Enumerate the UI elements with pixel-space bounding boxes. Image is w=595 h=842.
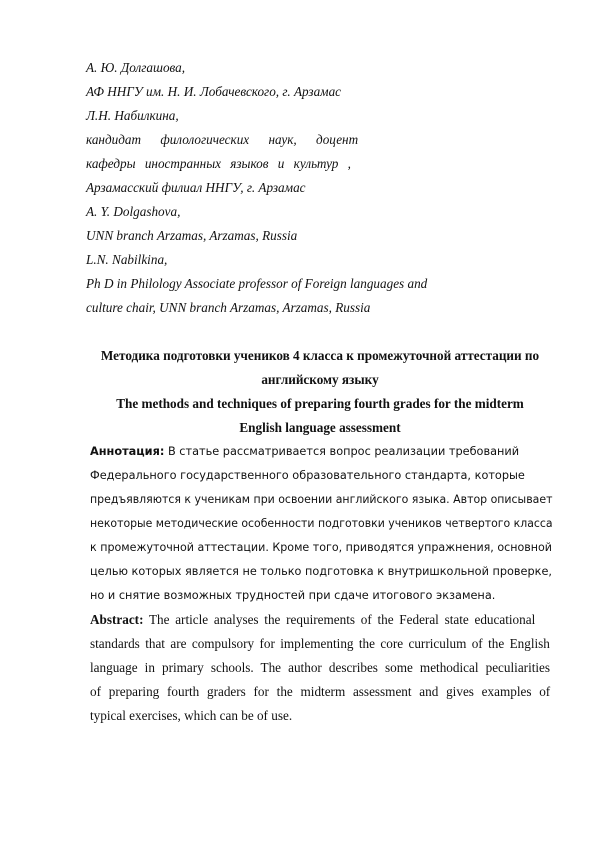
- annotation-line: целью которых является не только подготовка к внутришкольной проверке,: [90, 565, 552, 578]
- title-ru-line: Методика подготовки учеников 4 класса к промежуточной аттестации по: [100, 348, 540, 363]
- abstract-text: The article analyses the requirements of the Federal state educational: [143, 612, 536, 627]
- abstract-line: typical exercises, which can be of use.: [90, 708, 293, 723]
- title-en-line: The methods and techniques of preparing fourth grades for the midterm: [116, 396, 524, 411]
- author-line: culture chair, UNN branch Arzamas, Arzamas, Russia: [86, 300, 371, 315]
- author-line: кафедры иностранных языков и культур ,: [86, 156, 351, 171]
- abstract-label: Abstract:: [90, 612, 144, 627]
- author-line: кандидат филологических наук, доцент: [86, 132, 359, 147]
- author-line: Л.Н. Набилкина,: [86, 108, 179, 123]
- annotation-line: к промежуточной аттестации. Кроме того, приводятся упражнения, основной: [90, 541, 553, 554]
- abstract-line: of preparing fourth graders for the midterm assessment and gives examples of: [90, 684, 551, 699]
- author-line: Арзамасский филиал ННГУ, г. Арзамас: [86, 180, 306, 195]
- annotation-line: некоторые методические особенности подготовки учеников четвертого класса: [90, 517, 553, 530]
- author-line: АФ ННГУ им. Н. И. Лобачевского, г. Арзамас: [86, 84, 342, 99]
- author-line: UNN branch Arzamas, Arzamas, Russia: [86, 228, 298, 243]
- author-line: L.N. Nabilkina,: [86, 252, 168, 267]
- annotation-label: Аннотация:: [90, 445, 165, 458]
- title-ru-line: английскому языку: [261, 372, 379, 387]
- annotation-line: но и снятие возможных трудностей при сдаче итогового экзамена.: [90, 589, 496, 602]
- abstract-line: [90, 612, 535, 628]
- abstract-line: language in primary schools. The author describes some methodical peculiarities: [90, 660, 551, 675]
- annotation-line: [90, 444, 519, 460]
- title-en-line: English language assessment: [239, 420, 401, 435]
- annotation-line: Федерального государственного образовательного стандарта, которые: [90, 469, 525, 482]
- annotation-text: В статье рассматривается вопрос реализации требований: [164, 445, 520, 458]
- annotation-line: предъявляются к ученикам при освоении английского языка. Автор описывает: [90, 493, 553, 506]
- abstract-line: standards that are compulsory for implementing the core curriculum of the English: [90, 636, 550, 651]
- author-line: А. Ю. Долгашова,: [86, 60, 186, 75]
- author-line: А. Y. Dolgashova,: [86, 204, 181, 219]
- author-line: Ph D in Philology Associate professor of Foreign languages and: [86, 276, 428, 291]
